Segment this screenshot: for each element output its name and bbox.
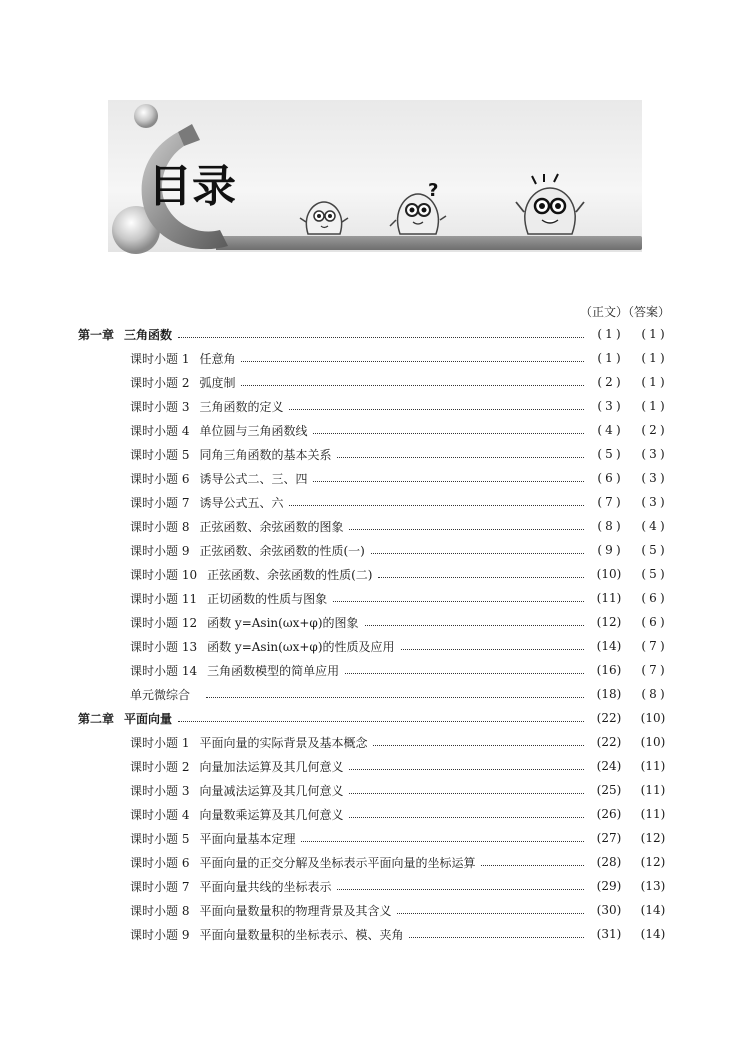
- toc-main-page: (26): [596, 807, 622, 821]
- toc-leader-dots: [241, 360, 584, 362]
- toc-main-page: (31): [596, 927, 622, 941]
- toc-number: 课时小题 12: [130, 615, 198, 630]
- toc-title: 诱导公式五、六: [199, 495, 284, 510]
- toc-leader-dots: [349, 792, 584, 794]
- toc-pages: [590, 375, 672, 389]
- toc-label: [130, 782, 343, 799]
- toc-title: 正弦函数、余弦函数的性质(一): [199, 543, 365, 558]
- toc-label: [130, 686, 200, 703]
- toc-label: [130, 518, 343, 535]
- toc-leader-dots: [333, 600, 584, 602]
- toc-title: 平面向量: [124, 711, 173, 726]
- toc-pages: [590, 831, 672, 845]
- toc-number: 课时小题 6: [130, 471, 190, 486]
- toc-leader-dots: [241, 384, 584, 386]
- toc-answer-page: ( 5 ): [641, 543, 665, 557]
- toc-pages: [590, 327, 672, 341]
- toc-label: [130, 542, 365, 559]
- toc-lesson-row[interactable]: [78, 490, 672, 514]
- toc-pages: [590, 423, 672, 437]
- toc-main-page: ( 7 ): [597, 495, 621, 509]
- toc-leader-dots: [349, 816, 584, 818]
- toc-title: 任意角: [199, 351, 236, 366]
- toc-lesson-row[interactable]: [78, 850, 672, 874]
- toc-title: 弧度制: [199, 375, 236, 390]
- toc-answer-page: (12): [640, 855, 666, 869]
- page-title: 目录: [148, 161, 236, 212]
- toc-lesson-row[interactable]: [78, 442, 672, 466]
- toc-main-page: (22): [596, 735, 622, 749]
- toc-number: 课时小题 9: [130, 543, 190, 558]
- toc-pages: [590, 687, 672, 701]
- toc-answer-page: ( 6 ): [641, 591, 665, 605]
- toc-leader-dots: [313, 432, 584, 434]
- toc-number: 课时小题 1: [130, 351, 190, 366]
- toc-pages: [590, 879, 672, 893]
- toc-label: [130, 398, 283, 415]
- toc-main-page: (12): [596, 615, 622, 629]
- toc-leader-dots: [178, 336, 584, 338]
- toc-pages: [590, 639, 672, 653]
- toc-answer-page: (13): [640, 879, 666, 893]
- toc-main-page: ( 5 ): [597, 447, 621, 461]
- toc-leader-dots: [289, 504, 584, 506]
- toc-label: [130, 638, 395, 655]
- toc-main-page: ( 1 ): [597, 327, 621, 341]
- toc-pages: [590, 735, 672, 749]
- toc-pages: [590, 591, 672, 605]
- toc-leader-dots: [345, 672, 584, 674]
- toc-answer-page: ( 7 ): [641, 663, 665, 677]
- toc-leader-dots: [401, 648, 584, 650]
- toc-answer-page: (11): [640, 807, 666, 821]
- toc-number: 课时小题 8: [130, 903, 190, 918]
- toc-label: [130, 854, 475, 871]
- toc-main-page: (30): [596, 903, 622, 917]
- toc-answer-page: ( 6 ): [641, 615, 665, 629]
- toc-number: 课时小题 3: [130, 783, 190, 798]
- toc-lesson-row[interactable]: [78, 514, 672, 538]
- toc-pages: [590, 543, 672, 557]
- bubble-small-icon: [134, 104, 158, 128]
- toc-pages: [590, 615, 672, 629]
- toc-pages: [590, 567, 672, 581]
- toc-leader-dots: [206, 696, 584, 698]
- toc-label: [130, 662, 339, 679]
- toc-label: [130, 446, 331, 463]
- toc-main-page: (25): [596, 783, 622, 797]
- toc-number: 课时小题 5: [130, 447, 190, 462]
- toc-number: 课时小题 2: [130, 375, 190, 390]
- toc-label: [130, 350, 235, 367]
- toc-label: [130, 878, 331, 895]
- toc-number: 课时小题 5: [130, 831, 190, 846]
- toc-title: 函数 y=Asin(ωx+φ)的性质及应用: [207, 639, 395, 654]
- toc-lesson-row[interactable]: [78, 346, 672, 370]
- toc-leader-dots: [397, 912, 584, 914]
- toc-chapter-row[interactable]: [78, 322, 672, 346]
- column-header: [580, 303, 670, 320]
- toc-lesson-row[interactable]: [78, 802, 672, 826]
- toc-main-page: ( 4 ): [597, 423, 621, 437]
- toc-pages: [590, 927, 672, 941]
- toc-main-page: ( 6 ): [597, 471, 621, 485]
- toc-title: 正切函数的性质与图象: [207, 591, 328, 606]
- toc-main-page: (22): [596, 711, 622, 725]
- toc-label: [130, 566, 372, 583]
- toc-label: [130, 422, 307, 439]
- toc-leader-dots: [349, 768, 584, 770]
- toc-label: [130, 494, 283, 511]
- toc-number: 课时小题 14: [130, 663, 198, 678]
- toc-label: [130, 734, 367, 751]
- toc-leader-dots: [301, 840, 584, 842]
- toc-title: 单位圆与三角函数线: [199, 423, 308, 438]
- toc-title: 正弦函数、余弦函数的图象: [199, 519, 344, 534]
- toc-number: 课时小题 4: [130, 807, 190, 822]
- toc-lesson-row[interactable]: [78, 754, 672, 778]
- toc-lesson-row[interactable]: [78, 610, 672, 634]
- toc-number: 课时小题 7: [130, 879, 190, 894]
- column-answer-label: （答案）: [627, 305, 670, 319]
- toc-title: 平面向量共线的坐标表示: [199, 879, 332, 894]
- toc-leader-dots: [313, 480, 584, 482]
- toc-number: 课时小题 7: [130, 495, 190, 510]
- toc-title: 向量数乘运算及其几何意义: [199, 807, 344, 822]
- toc-lesson-row[interactable]: [78, 538, 672, 562]
- toc-number: 课时小题 3: [130, 399, 190, 414]
- toc-main-page: ( 9 ): [597, 543, 621, 557]
- toc-lesson-row[interactable]: [78, 730, 672, 754]
- toc-number: 课时小题 4: [130, 423, 190, 438]
- toc-title: 平面向量的正交分解及坐标表示平面向量的坐标运算: [199, 855, 476, 870]
- mascot-icon-2: [390, 180, 446, 234]
- toc-main-page: ( 8 ): [597, 519, 621, 533]
- toc-answer-page: (12): [640, 831, 666, 845]
- mascot-icon-3: [516, 174, 584, 234]
- toc-pages: [590, 855, 672, 869]
- toc-main-page: (29): [596, 879, 622, 893]
- toc-answer-page: (11): [640, 759, 666, 773]
- toc-lesson-row[interactable]: [78, 634, 672, 658]
- toc-number: 单元微综合: [130, 687, 191, 702]
- toc-leader-dots: [349, 528, 584, 530]
- toc-title: 向量减法运算及其几何意义: [199, 783, 344, 798]
- toc-leader-dots: [378, 576, 584, 578]
- toc-title: 三角函数的定义: [199, 399, 284, 414]
- toc-lesson-row[interactable]: [78, 586, 672, 610]
- toc-leader-dots: [481, 864, 584, 866]
- toc-leader-dots: [178, 720, 584, 722]
- toc-answer-page: (10): [640, 711, 666, 725]
- toc-label: [130, 902, 391, 919]
- toc-title: 同角三角函数的基本关系: [199, 447, 332, 462]
- toc-label: [78, 710, 172, 727]
- toc-lesson-row[interactable]: [78, 682, 672, 706]
- toc-title: 函数 y=Asin(ωx+φ)的图象: [207, 615, 359, 630]
- toc-label: [130, 470, 307, 487]
- toc-number: 课时小题 1: [130, 735, 190, 750]
- toc-main-page: (28): [596, 855, 622, 869]
- toc-main-page: (27): [596, 831, 622, 845]
- toc-label: [130, 926, 403, 943]
- toc-answer-page: (10): [640, 735, 666, 749]
- toc-lesson-row[interactable]: [78, 658, 672, 682]
- toc-main-page: (10): [596, 567, 622, 581]
- toc-answer-page: ( 8 ): [641, 687, 665, 701]
- toc-answer-page: ( 7 ): [641, 639, 665, 653]
- toc-main-page: ( 3 ): [597, 399, 621, 413]
- mascot-icon-1: [300, 202, 348, 234]
- toc-label: [130, 806, 343, 823]
- toc-title: 平面向量数量积的坐标表示、模、夹角: [199, 927, 404, 942]
- toc-leader-dots: [289, 408, 584, 410]
- toc-main-page: (14): [596, 639, 622, 653]
- toc-label: [130, 614, 359, 631]
- toc-pages: [590, 903, 672, 917]
- toc-lesson-row[interactable]: [78, 826, 672, 850]
- toc-main-page: ( 2 ): [597, 375, 621, 389]
- toc-leader-dots: [409, 936, 584, 938]
- toc-pages: [590, 711, 672, 725]
- toc-answer-page: (11): [640, 783, 666, 797]
- toc-main-page: ( 1 ): [597, 351, 621, 365]
- toc-answer-page: ( 1 ): [641, 399, 665, 413]
- toc-leader-dots: [371, 552, 584, 554]
- toc-answer-page: ( 1 ): [641, 375, 665, 389]
- toc-number: 课时小题 9: [130, 927, 190, 942]
- toc-pages: [590, 447, 672, 461]
- toc-pages: [590, 783, 672, 797]
- toc-number: 课时小题 2: [130, 759, 190, 774]
- toc-title: 平面向量基本定理: [199, 831, 296, 846]
- toc-leader-dots: [337, 456, 584, 458]
- toc-label: [130, 590, 327, 607]
- toc-number: 第二章: [78, 711, 115, 726]
- toc-main-page: (11): [596, 591, 622, 605]
- toc-lesson-row[interactable]: [78, 778, 672, 802]
- toc-title: 三角函数: [124, 327, 173, 342]
- toc-pages: [590, 471, 672, 485]
- toc-lesson-row[interactable]: [78, 874, 672, 898]
- toc-main-page: (16): [596, 663, 622, 677]
- toc-main-page: (18): [596, 687, 622, 701]
- toc-answer-page: ( 4 ): [641, 519, 665, 533]
- toc-number: 课时小题 13: [130, 639, 198, 654]
- toc-pages: [590, 495, 672, 509]
- toc-answer-page: ( 3 ): [641, 471, 665, 485]
- toc-title: 向量加法运算及其几何意义: [199, 759, 344, 774]
- toc-leader-dots: [337, 888, 584, 890]
- toc-pages: [590, 759, 672, 773]
- column-main-label: （正文）: [579, 305, 628, 319]
- toc-answer-page: ( 1 ): [641, 351, 665, 365]
- toc-number: 课时小题 10: [130, 567, 198, 582]
- toc-label: [78, 326, 172, 343]
- toc-answer-page: (14): [640, 903, 666, 917]
- toc-chapter-row[interactable]: [78, 706, 672, 730]
- toc-number: 第一章: [78, 327, 115, 342]
- toc-answer-page: ( 5 ): [641, 567, 665, 581]
- toc-number: 课时小题 11: [130, 591, 198, 606]
- toc-lesson-row[interactable]: [78, 562, 672, 586]
- toc-label: [130, 830, 295, 847]
- toc-lesson-row[interactable]: [78, 418, 672, 442]
- toc-number: 课时小题 6: [130, 855, 190, 870]
- toc-lesson-row[interactable]: [78, 370, 672, 394]
- toc-title: 平面向量数量积的物理背景及其含义: [199, 903, 392, 918]
- toc-pages: [590, 399, 672, 413]
- toc-title: 平面向量的实际背景及基本概念: [199, 735, 368, 750]
- toc-lesson-row[interactable]: [78, 394, 672, 418]
- toc-title: 诱导公式二、三、四: [199, 471, 308, 486]
- toc-lesson-row[interactable]: [78, 466, 672, 490]
- toc-pages: [590, 351, 672, 365]
- toc-title: 正弦函数、余弦函数的性质(二): [207, 567, 373, 582]
- toc-pages: [590, 807, 672, 821]
- toc-answer-page: ( 3 ): [641, 447, 665, 461]
- toc-main-page: (24): [596, 759, 622, 773]
- table-of-contents: [78, 322, 672, 946]
- toc-leader-dots: [373, 744, 584, 746]
- toc-title: 三角函数模型的简单应用: [207, 663, 340, 678]
- toc-answer-page: (14): [640, 927, 666, 941]
- toc-label: [130, 758, 343, 775]
- toc-pages: [590, 519, 672, 533]
- svg-text:?: ?: [428, 180, 439, 201]
- toc-answer-page: ( 2 ): [641, 423, 665, 437]
- toc-number: 课时小题 8: [130, 519, 190, 534]
- toc-answer-page: ( 1 ): [641, 327, 665, 341]
- toc-pages: [590, 663, 672, 677]
- header-banner: [108, 96, 642, 262]
- toc-lesson-row[interactable]: [78, 898, 672, 922]
- toc-leader-dots: [365, 624, 584, 626]
- toc-answer-page: ( 3 ): [641, 495, 665, 509]
- toc-lesson-row[interactable]: [78, 922, 672, 946]
- toc-label: [130, 374, 235, 391]
